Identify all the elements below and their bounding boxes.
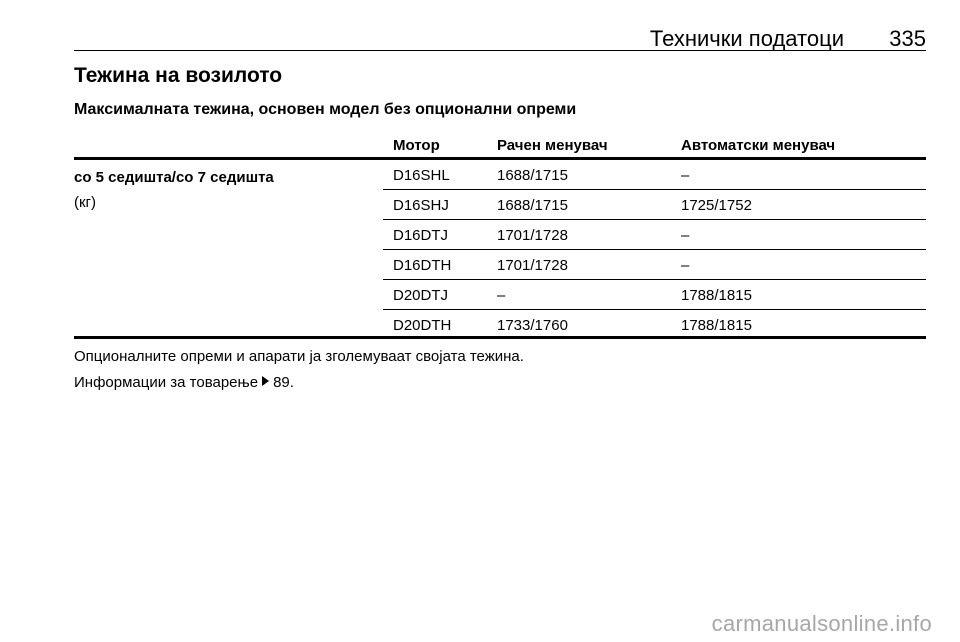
cell-engine: D16SHL: [393, 167, 450, 184]
cell-automatic: –: [681, 167, 690, 184]
cell-manual: 1701/1728: [497, 227, 568, 244]
cell-manual: 1688/1715: [497, 197, 568, 214]
table-row: [383, 280, 926, 310]
table-row: [383, 160, 926, 190]
cell-engine: D16SHJ: [393, 197, 449, 214]
cell-manual: –: [497, 287, 506, 304]
cell-automatic: –: [681, 257, 690, 274]
table-row: [383, 220, 926, 250]
cell-automatic: 1788/1815: [681, 287, 752, 304]
watermark: carmanualsonline.info: [711, 611, 932, 636]
cell-automatic: 1725/1752: [681, 197, 752, 214]
cell-engine: D16DTJ: [393, 227, 449, 244]
note-loading-text: Информации за товарење: [74, 374, 259, 391]
table-bottom-rule: [74, 336, 926, 339]
reference-arrow-icon: [262, 376, 269, 386]
table-row: [383, 250, 926, 280]
column-header-automatic: Автоматски менувач: [681, 137, 836, 154]
cell-manual: 1688/1715: [497, 167, 568, 184]
table-body: [383, 160, 926, 339]
cell-automatic: –: [681, 227, 690, 244]
header-title: Технички податоци: [649, 26, 844, 51]
cell-manual: 1733/1760: [497, 317, 568, 334]
column-header-engine: Мотор: [393, 137, 440, 154]
column-header-manual: Рачен менувач: [497, 137, 608, 154]
cell-engine: D20DTJ: [393, 287, 449, 304]
cell-engine: D16DTH: [393, 257, 452, 274]
cell-engine: D20DTH: [393, 317, 452, 334]
section-title: Тежина на возилото: [74, 64, 283, 87]
note-loading-info: [74, 373, 294, 393]
page-header: [74, 28, 926, 51]
table-row: [383, 190, 926, 220]
page-number: 335: [889, 26, 926, 51]
row-group-label: со 5 седишта/со 7 седишта: [74, 169, 274, 186]
table-row: [383, 310, 926, 339]
row-group-unit: (кг): [74, 194, 97, 211]
page-reference-link[interactable]: 89.: [273, 374, 294, 391]
note-optional-equipment: Опционалните опреми и апарати ја зголемуваат својата тежина.: [74, 348, 524, 365]
cell-manual: 1701/1728: [497, 257, 568, 274]
table-header: [383, 136, 926, 158]
section-subtitle: Максималната тежина, основен модел без опционални опреми: [74, 101, 577, 118]
cell-automatic: 1788/1815: [681, 317, 752, 334]
